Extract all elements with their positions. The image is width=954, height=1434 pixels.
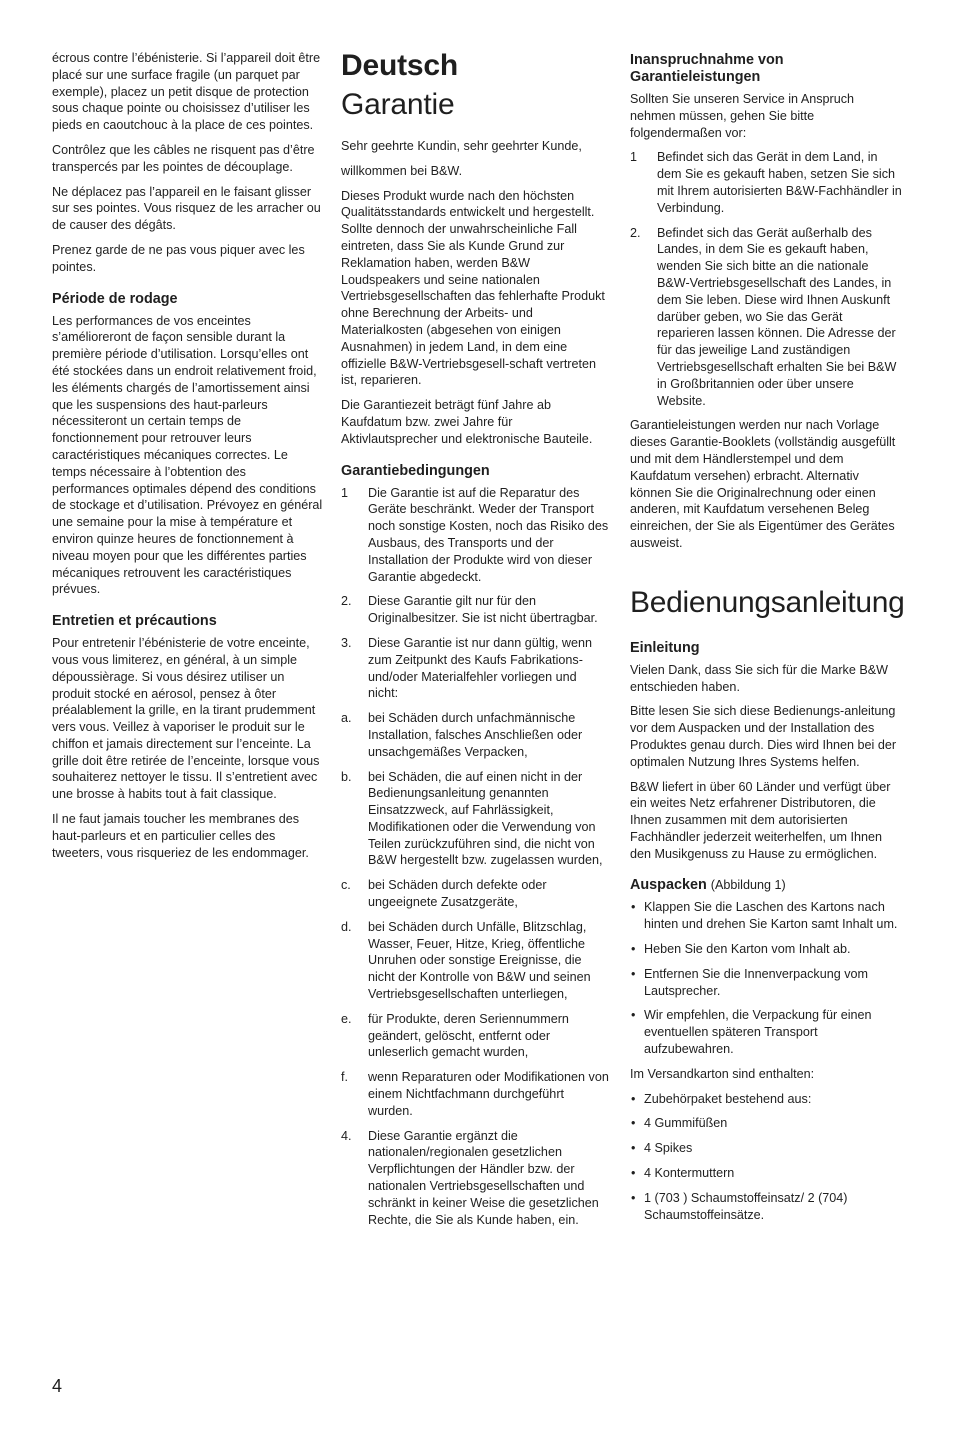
list-marker: f. [341,1070,348,1085]
column-german-manual [630,50,905,1231]
bullet-item [630,1140,902,1157]
paragraph: Les performances de vos enceintes s’amélioreront de façon sensible durant la première période d’utilisation. Lorsqu’elles ont été stockées dans un endroit relativement froid, les éléments chargés de l’amortissement ainsi que les suspensions des haut-parleurs nécessiteront un certain temps de fonctionnement pour retrouver leurs caractéristiques mécaniques correctes. Le temps nécessaire à l’obtention des performances optimales dépend des conditions de stockage et d’utilisation. Prévoyez en général une semaine pour la mise à température et environ quinze heures de fonctionnement à niveau moyen pour que les différentes parties mécaniques retrouvent les caractéristiques prévues. [52,313,323,597]
paragraph: willkommen bei B&W. [341,163,463,178]
paragraph: Die Garantiezeit beträgt fünf Jahre ab Kaufdatum bzw. zwei Jahre für Aktivlautsprecher und elektronische Bauteile. [341,398,593,446]
paragraph: Contrôlez que les câbles ne risquent pas d’être transpercés par les pointes de découplage. [52,142,315,174]
bullet-text: Wir empfehlen, die Verpackung für einen eventuellen späteren Transport aufzubewahren. [644,1008,872,1057]
bullet-item [630,899,902,933]
section-heading-rodage: Période de rodage [52,290,178,307]
bullet-text: 4 Gummifüßen [644,1116,728,1131]
paragraph: Bitte lesen Sie sich diese Bedienungs-anleitung vor dem Auspacken und der Installation des Produktes genau durch. Dies wird Ihnen bei der optimalen Nutzung Ihres Systems helfen. [630,704,897,769]
conditions-list [341,485,609,1229]
list-marker: 2. [630,225,641,240]
bullet-item [630,1115,902,1132]
claims-steps-list [630,149,902,409]
list-item [341,1128,609,1229]
list-item [341,1011,609,1061]
paragraph: Im Versandkarton sind enthalten: [630,1066,815,1081]
list-marker: e. [341,1011,352,1026]
list-item [630,149,902,216]
paragraph: Ne déplacez pas l’appareil en le faisant glisser sur ses pointes. Vous risquez de les arracher ou de causer des dégâts. [52,184,321,233]
list-item [341,710,609,760]
bullet-text: Entfernen Sie die Innenverpackung vom Lautsprecher. [644,966,869,998]
bullet-text: Heben Sie den Karton vom Inhalt ab. [644,942,851,957]
bullet-item [630,1091,902,1108]
section-heading-unpack [630,877,902,894]
list-item [630,225,902,410]
bullet-text: Zubehörpaket bestehend aus: [644,1091,812,1106]
paragraph: Garantieleistungen werden nur nach Vorlage dieses Garantie-Booklets (vollständig ausgefüllt und mit dem Händlerstempel und dem Kaufdatum versehen) erbracht. Alternativ können Sie die Originalrechnung oder einen anderen, mit Kaufdatum versehenen Beleg einreichen, der Sie als Eigentümer des Gerätes ausweist. [630,418,896,550]
paragraph: B&W liefert in über 60 Länder und verfügt über ein weites Netz erfahrener Distributoren, die Ihnen zusammen mit dem autorisierten Fachhändler jederzeit weiterhelfen, um Ihnen den Musikgenuss zu Hause zu ermöglichen. [630,779,891,861]
list-marker: 1 [341,485,349,500]
contents-list [630,1091,902,1224]
list-item [341,769,609,870]
list-item [341,635,609,702]
list-item-text: Diese Garantie ist nur dann gültig, wenn zum Zeitpunkt des Kaufs Fabrikations- und/oder Materialfehler vorliegen und nicht: [368,635,593,701]
list-item-text: Die Garantie ist auf die Reparatur des Geräte beschränkt. Weder der Transport noch sonstige Kosten, noch das Risiko des Ausbaus, des Transports und der Installation der Produkte wird von dieser Garantie abgedeckt. [368,485,609,584]
bullet-icon: • [631,1116,636,1131]
bullet-icon: • [631,942,636,957]
bullet-text: Klappen Sie die Laschen des Kartons nach hinten und drehen Sie Karton samt Inhalt um. [644,900,898,932]
list-item-text: bei Schäden durch unfachmännische Installation, falsches Anschließen oder unsachgemäßes Verpacken, [368,711,583,759]
paragraph: écrous contre l’ébénisterie. Si l’appareil doit être placé sur une surface fragile (un parquet par exemple), placez un petit disque de protection sous chaque pointe ou choisissez d’utiliser les pieds en caoutchouc à la place de ces pointes. [52,51,321,133]
paragraph: Sehr geehrte Kundin, sehr geehrter Kunde, [341,139,582,153]
list-marker: 2. [341,594,352,609]
paragraph: Sollten Sie unseren Service in Anspruch nehmen müssen, gehen Sie bitte folgendermaßen vor: [630,92,855,140]
column-german-warranty [341,50,609,1236]
list-marker: c. [341,878,351,893]
manual-title: Bedienungsanleitung [630,585,905,619]
list-item-text: bei Schäden durch defekte oder ungeeignete Zusatzgeräte, [368,878,547,910]
list-item-text: bei Schäden durch Unfälle, Blitzschlag, Wasser, Feuer, Hitze, Krieg, öffentliche Unruhen oder sonstige Ereignisse, die nicht der Kontrolle von B&W und seinen Vertriebsgesellschaften unterliegen, [368,919,591,1002]
list-item [341,485,609,586]
bullet-item [630,966,902,1000]
list-item [341,919,609,1003]
paragraph: Dieses Produkt wurde nach den höchsten Qualitätsstandards entwickelt und hergestellt. Sollte dennoch der unwahrscheinliche Fall eintreten, dass Sie als Kunde Grund zur Reklamation haben, werden B&W Loudspeakers und seine nationalen Vertriebsgesellschaften das fehlerhafte Produkt ohne Berechnung der Arbeits- und Materialkosten (abgesehen von einigen Ausnahmen) in jedem Land, in dem eine offizielle B&W-Vertriebsgesell-schaft vertreten ist, reparieren. [341,188,605,388]
language-heading: Deutsch [341,49,458,82]
column-french [52,50,324,869]
bullet-icon: • [631,900,636,915]
bullet-item [630,1165,902,1182]
bullet-icon: • [631,1091,636,1106]
list-item-text: Diese Garantie gilt nur für den Originalbesitzer. Sie ist nicht übertragbar. [368,594,598,626]
list-marker: 3. [341,635,352,650]
list-item-text: Befindet sich das Gerät in dem Land, in dem Sie es gekauft haben, setzen Sie sich mit Ihrem autorisierten B&W-Fachhändler in Verbindung. [657,150,902,215]
list-item [341,877,609,911]
bullet-text: 1 (703 ) Schaumstoffeinsatz/ 2 (704) Schaumstoffeinsätze. [644,1190,848,1222]
bullet-text: 4 Spikes [644,1141,693,1156]
list-item-text: Befindet sich das Gerät außerhalb des Landes, in dem Sie es gekauft haben, wenden Sie sich bitte an die nationale B&W-Vertriebsgesellschaft des Landes, in dem Sie leben. Diese wird Ihnen Auskunft darüber geben, wo Sie das Gerät reparieren lassen können. Die Adresse der für das jeweilige Land zuständigen Vertriebsgesellschaft erhalten Sie bei B&W in Großbritannien oder über unsere Website. [657,225,897,408]
paragraph: Prenez garde de ne pas vous piquer avec les pointes. [52,242,305,274]
figure-reference: (Abbildung 1) [710,878,786,893]
section-heading-claims: Inanspruchnahme von Garantieleistungen [630,52,784,85]
bullet-item [630,1190,902,1224]
bullet-text: 4 Kontermuttern [644,1166,735,1181]
list-item-text: bei Schäden, die auf einen nicht in der Bedienungsanleitung genannten Einsatzzweck, auf Fahrlässigkeit, Modifikationen oder die Verwendung von Teilen zurückzuführen sind, die nicht von B&W hergestellt bzw. zugelassen wurden, [368,769,603,868]
list-marker: a. [341,711,352,726]
section-heading-entretien: Entretien et précautions [52,613,217,630]
list-item [341,1069,609,1119]
paragraph: Il ne faut jamais toucher les membranes des haut-parleurs et en particulier celles des tweeters, vous risqueriez de les endommager. [52,812,309,860]
list-item-text: wenn Reparaturen oder Modifikationen von einem Nichtfachmann durchgeführt wurden. [368,1070,609,1118]
paragraph: Vielen Dank, dass Sie sich für die Marke B&W entschieden haben. [630,662,889,694]
heading-text: Auspacken [630,877,707,894]
bullet-item [630,941,902,958]
list-marker: d. [341,919,352,934]
bullet-icon: • [631,1008,636,1023]
page-title: Garantie [341,88,455,121]
section-heading-conditions: Garantiebedingungen [341,462,490,479]
bullet-icon: • [631,1141,636,1156]
unpack-steps-list [630,899,902,1057]
list-item-text: für Produkte, deren Seriennummern geändert, gelöscht, entfernt oder unleserlich gemacht wurden, [368,1011,569,1060]
bullet-icon: • [631,966,636,981]
list-marker: b. [341,769,352,784]
section-heading-intro: Einleitung [630,639,700,656]
list-marker: 1 [630,150,638,165]
list-item [341,593,609,627]
list-marker: 4. [341,1128,352,1143]
bullet-icon: • [631,1190,636,1205]
list-item-text: Diese Garantie ergänzt die nationalen/regionalen gesetzlichen Verpflichtungen der Händler bzw. der nationalen Vertriebsgesellschaften und schränkt in keiner Weise die gesetzlichen Rechte, die Sie als Kunde haben, ein. [368,1128,599,1227]
paragraph: Pour entretenir l’ébénisterie de votre enceinte, vous vous limiterez, en général, à un simple dépoussièrage. Si vous désirez utiliser un produit stocké en aérosol, pensez à ôter préalablement la grille, en la tirant prudemment vers vous. Veillez à vaporiser le produit sur le chiffon et jamais directement sur l’enceinte. La grille doit être retirée de l’enceinte, lorsque vous souhaiterez nettoyer le tissu. Il s’entretient avec une brosse à habits tout à fait classique. [52,636,320,802]
bullet-icon: • [631,1166,636,1181]
bullet-item [630,1007,902,1057]
page-number: 4 [52,1376,63,1396]
